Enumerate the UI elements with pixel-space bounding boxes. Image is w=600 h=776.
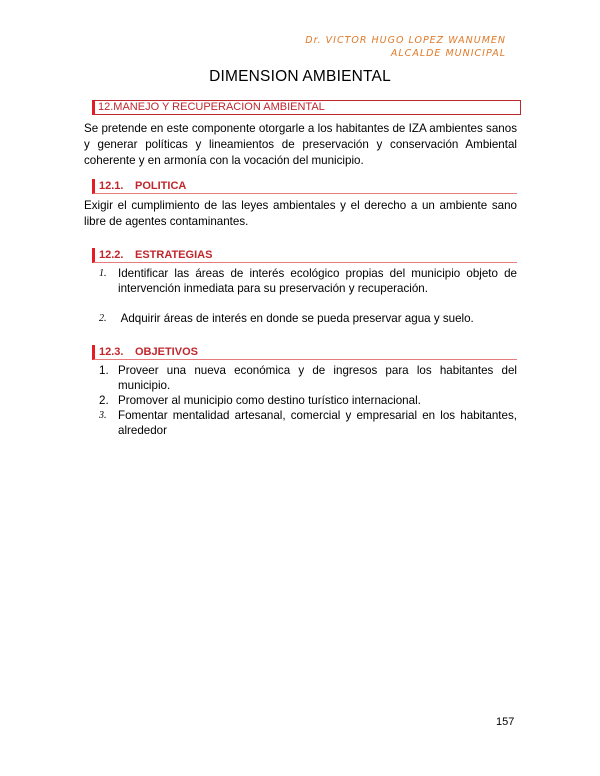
header-author: Dr. VICTOR HUGO LOPEZ WANUMEN <box>305 35 506 46</box>
subheading-number: 12.2. <box>99 249 124 261</box>
list-marker: 3. <box>99 410 107 421</box>
list-item-text: Fomentar mentalidad artesanal, comercial y empresarial en los habitantes, alrededor <box>118 409 517 437</box>
list-item <box>84 266 517 296</box>
list-marker: 1. <box>99 364 109 377</box>
list-item <box>84 311 517 326</box>
header-role: ALCALDE MUNICIPAL <box>390 48 506 59</box>
list-item <box>84 363 517 393</box>
subheading-estrategias <box>92 248 517 263</box>
section-heading: 12.MANEJO Y RECUPERACION AMBIENTAL <box>92 100 521 115</box>
subheading-label: OBJETIVOS <box>135 346 198 358</box>
list-item-text: Adquirir áreas de interés en donde se pueda preservar agua y suelo. <box>118 312 474 325</box>
list-item-text: Promover al municipio como destino turístico internacional. <box>118 394 421 407</box>
subheading-number: 12.3. <box>99 346 124 358</box>
page-title: DIMENSION AMBIENTAL <box>209 68 391 85</box>
politica-paragraph: Exigir el cumplimiento de las leyes ambientales y el derecho a un ambiente sano libre de agentes contaminantes. <box>84 199 517 228</box>
list-marker: 2. <box>99 313 107 324</box>
subheading-politica <box>92 179 517 194</box>
objetivos-list <box>84 363 517 438</box>
estrategias-list <box>84 266 517 326</box>
subheading-objetivos <box>92 345 517 360</box>
document-header <box>305 34 506 60</box>
list-marker: 1. <box>99 268 107 279</box>
section-intro-paragraph: Se pretende en este componente otorgarle a los habitantes de IZA ambientes sanos y generar políticas y lineamientos de preservación y conservación Ambiental coherente y en armonía con la vocación del municipio. <box>84 122 517 167</box>
list-item <box>84 408 517 438</box>
subheading-number: 12.1. <box>99 180 124 192</box>
list-marker: 2. <box>99 394 109 407</box>
list-item-text: Proveer una nueva económica y de ingresos para los habitantes del municipio. <box>118 364 517 392</box>
list-item-text: Identificar las áreas de interés ecológico propias del municipio objeto de intervención inmediata para su preservación y recuperación. <box>118 267 517 295</box>
page-number: 157 <box>496 716 515 728</box>
subheading-label: POLITICA <box>135 180 187 192</box>
list-item <box>84 393 517 408</box>
subheading-label: ESTRATEGIAS <box>135 249 213 261</box>
